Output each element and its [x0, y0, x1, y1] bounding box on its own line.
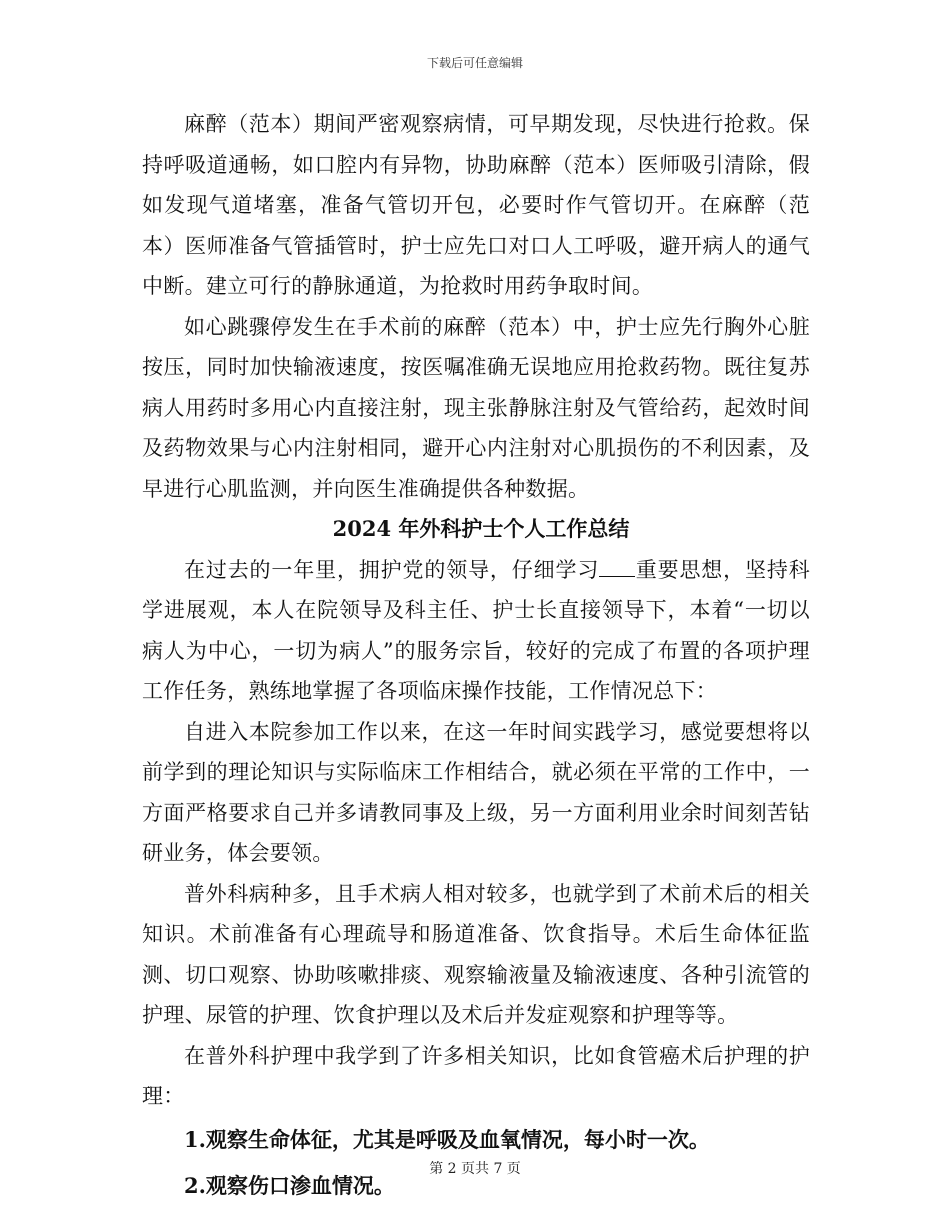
paragraph-general-surgery: 普外科病种多，且手术病人相对较多，也就学到了术前术后的相关知识。术前准备有心理疏导和肠道准备、饮食指导。术后生命体征监测、切口观察、协助咳嗽排痰、观察输液量及输液速度、各种引流管的护理、尿管的护理、饮食护理以及术后并发症观察和护理等等。 — [142, 881, 810, 1027]
list-item-wound-bleeding: 2.观察伤口渗血情况。 — [184, 1173, 395, 1198]
intro-text-before: 在过去的一年里，拥护党的领导，仔细学习 — [184, 557, 600, 582]
blank-underline — [599, 558, 635, 577]
page-footer: 第 2 页共 7 页 — [429, 1161, 521, 1177]
paragraph-introduction — [142, 550, 810, 712]
section-title: 2024 年外科护士个人工作总结 — [332, 516, 630, 541]
paragraph-work-experience: 自进入本院参加工作以来，在这一年时间实践学习，感觉要想将以前学到的理论知识与实际临床工作相结合，就必须在平常的工作中，一方面严格要求自己并多请教同事及上级，另一方面利用业余时间刻苦钻研业务，体会要领。 — [142, 719, 810, 865]
document-body — [142, 104, 810, 1210]
paragraph-cardiac-arrest: 如心跳骤停发生在手术前的麻醉（范本）中，护士应先行胸外心脏按压，同时加快输液速度，按医嘱准确无误地应用抢救药物。既往复苏病人用药时多用心内直接注射，现主张静脉注射及气管给药，起效时间及药物效果与心内注射相同，避开心内注射对心肌损伤的不利因素，及早进行心肌监测，并向医生准确提供各种数据。 — [142, 314, 810, 501]
paragraph-nursing-knowledge: 在普外科护理中我学到了许多相关知识，比如食管癌术后护理的护理： — [142, 1043, 810, 1108]
paragraph-anesthesia-monitoring: 麻醉（范本）期间严密观察病情，可早期发现，尽快进行抢救。保持呼吸道通畅，如口腔内有异物，协助麻醉（范本）医师吸引清除，假如发现气道堵塞，准备气管切开包，必要时作气管切开。在麻醉（范本）医师准备气管插管时，护士应先口对口人工呼吸，避开病人的通气中断。建立可行的静脉通道，为抢救时用药争取时间。 — [142, 112, 810, 298]
list-item-vital-signs: 1.观察生命体征，尤其是呼吸及血氧情况，每小时一次。 — [184, 1126, 710, 1152]
intro-text-after: 重要思想，坚持科学进展观，本人在院领导及科主任、护士长直接领导下，本着“一切以病人为中心，一切为病人”的服务宗旨，较好的完成了布置的各项护理工作任务，熟练地掌握了各项临床操作技能，工作情况总下： — [142, 557, 810, 703]
page-header: 下载后可任意编辑 — [426, 56, 523, 70]
